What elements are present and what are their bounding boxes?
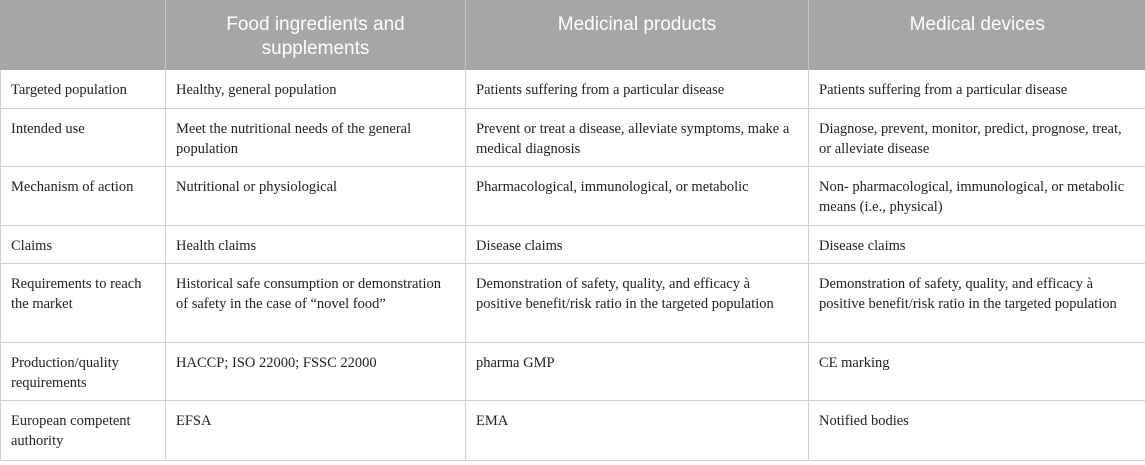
row-label: Targeted population [1, 70, 166, 108]
header-cell-medicinal: Medicinal products [466, 0, 809, 70]
row-label: Requirements to reach the market [1, 263, 166, 342]
table-row [1, 263, 1145, 342]
table-cell: Historical safe consumption or demonstration of safety in the case of “novel food” [166, 263, 466, 342]
table-row [1, 70, 1145, 108]
table-cell: Demonstration of safety, quality, and efficacy à positive benefit/risk ratio in the targeted population [809, 263, 1145, 342]
table-cell: Pharmacological, immunological, or metabolic [466, 166, 809, 225]
table-row [1, 225, 1145, 263]
table-cell: CE marking [809, 342, 1145, 400]
header-row [1, 0, 1145, 70]
header-cell-food: Food ingredients and supplements [166, 0, 466, 70]
table-cell: EMA [466, 400, 809, 460]
table-cell: Diagnose, prevent, monitor, predict, prognose, treat, or alleviate disease [809, 108, 1145, 166]
row-label: Mechanism of action [1, 166, 166, 225]
table-row [1, 400, 1145, 460]
table-cell: Non- pharmacological, immunological, or metabolic means (i.e., physical) [809, 166, 1145, 225]
row-label: Intended use [1, 108, 166, 166]
table-cell: Disease claims [466, 225, 809, 263]
header-cell-empty [1, 0, 166, 70]
table-row [1, 342, 1145, 400]
table-cell: pharma GMP [466, 342, 809, 400]
table-cell: Patients suffering from a particular disease [809, 70, 1145, 108]
table-cell: Health claims [166, 225, 466, 263]
table-row [1, 166, 1145, 225]
table-cell: Patients suffering from a particular disease [466, 70, 809, 108]
table-cell: Disease claims [809, 225, 1145, 263]
row-label: European competent authority [1, 400, 166, 460]
table-row [1, 108, 1145, 166]
row-label: Production/quality requirements [1, 342, 166, 400]
table-cell: EFSA [166, 400, 466, 460]
table-cell: HACCP; ISO 22000; FSSC 22000 [166, 342, 466, 400]
table-cell: Notified bodies [809, 400, 1145, 460]
table-cell: Nutritional or physiological [166, 166, 466, 225]
table-cell: Meet the nutritional needs of the general population [166, 108, 466, 166]
table-cell: Prevent or treat a disease, alleviate symptoms, make a medical diagnosis [466, 108, 809, 166]
row-label: Claims [1, 225, 166, 263]
table-cell: Demonstration of safety, quality, and efficacy à positive benefit/risk ratio in the targeted population [466, 263, 809, 342]
header-cell-devices: Medical devices [809, 0, 1145, 70]
table-cell: Healthy, general population [166, 70, 466, 108]
